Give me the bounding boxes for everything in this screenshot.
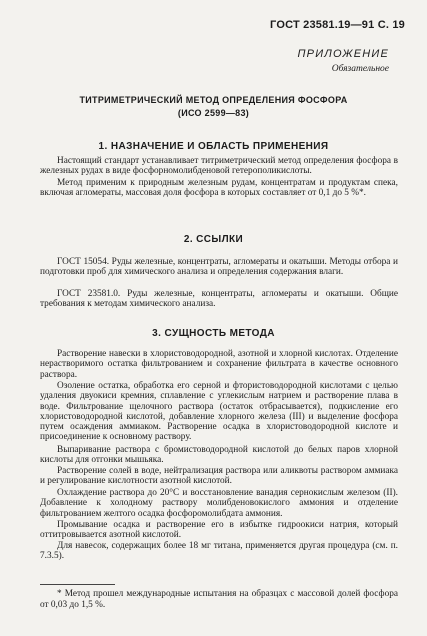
document-title-line1: ТИТРИМЕТРИЧЕСКИЙ МЕТОД ОПРЕДЕЛЕНИЯ ФОСФОРА [79,95,348,105]
appendix-title: ПРИЛОЖЕНИЕ [297,48,389,60]
document-title-line2: (ИСО 2599—83) [177,108,250,118]
footnote-rule [40,584,115,585]
paragraph-scope-1: Настоящий стандарт устанавливает титриметрический метод определения фосфора в железных рудах в виде фосфорномолибденовой гетерополикислоты. [40,156,398,177]
appendix-label [298,48,389,74]
section-heading-principle: 3. СУЩНОСТЬ МЕТОДА [152,328,275,339]
section-heading-scope: 1. НАЗНАЧЕНИЕ И ОБЛАСТЬ ПРИМЕНЕНИЯ [98,141,329,152]
paragraph-principle-3: Выпаривание раствора с бромистоводородной кислотой до белых паров хлорной кислоты для отгонки мышьяка. [40,445,398,466]
paragraph-principle-7: Для навесок, содержащих более 18 мг титана, применяется другая процедура (см. п. 7.3.5). [40,541,398,562]
paragraph-principle-1: Растворение навески в хлористоводородной, азотной и хлорной кислотах. Отделение нерастворимого остатка фильтрованием и сохранение фильтрата в качестве основного раствора. [40,349,398,380]
appendix-status: Обязательное [331,64,389,74]
section-heading-references: 2. ССЫЛКИ [183,234,244,245]
paragraph-principle-6: Промывание осадка и растворение его в избытке гидроокиси натрия, который оттитровывается азотной кислотой. [40,520,398,541]
document-title [0,94,427,120]
footnote: * Метод прошел международные испытания на образцах с массовой долей фосфора от 0,03 до 1,5 %. [40,589,398,610]
paragraph-references-2: ГОСТ 23581.0. Руды железные, концентраты, агломераты и окатыши. Общие требования к методам химического анализа. [40,289,398,310]
paragraph-references-1: ГОСТ 15054. Руды железные, концентраты, агломераты и окатыши. Методы отбора и подготовки проб для химического анализа и определения содержания влаги. [40,257,398,278]
paragraph-scope-2: Метод применим к природным железным рудам, концентратам и продуктам спека, включая агломераты, массовая доля фосфора в которых составляет от 0,1 до 5 %*. [40,178,398,199]
paragraph-principle-4: Растворение солей в воде, нейтрализация раствора или аликвоты раствором аммиака и регулирование кислотности азотной кислотой. [40,466,398,487]
paragraph-principle-2: Озоление остатка, обработка его серной и фтористоводородной кислотами с целью удаления двуокиси кремния, сплавление с углекислым натрием и растворение плава в воде. Фильтрование щелочного раствора (остаток отбрасывается), подкисление его хлористоводородной кислотой, добавление хлорного железа (III) и выделение фосфора путем осаждения аммиаком. Растворение осадка в хлористоводородной кислоте и присоединение к основному раствору. [40,381,398,443]
running-header: ГОСТ 23581.19—91 С. 19 [270,19,405,31]
paragraph-principle-5: Охлаждение раствора до 20°С и восстановление ванадия сернокислым железом (II). Добавление к холодному раствору молибденовокислого аммония и отделение фильтрованием желтого осадка фосфоромолибдата аммония. [40,488,398,519]
